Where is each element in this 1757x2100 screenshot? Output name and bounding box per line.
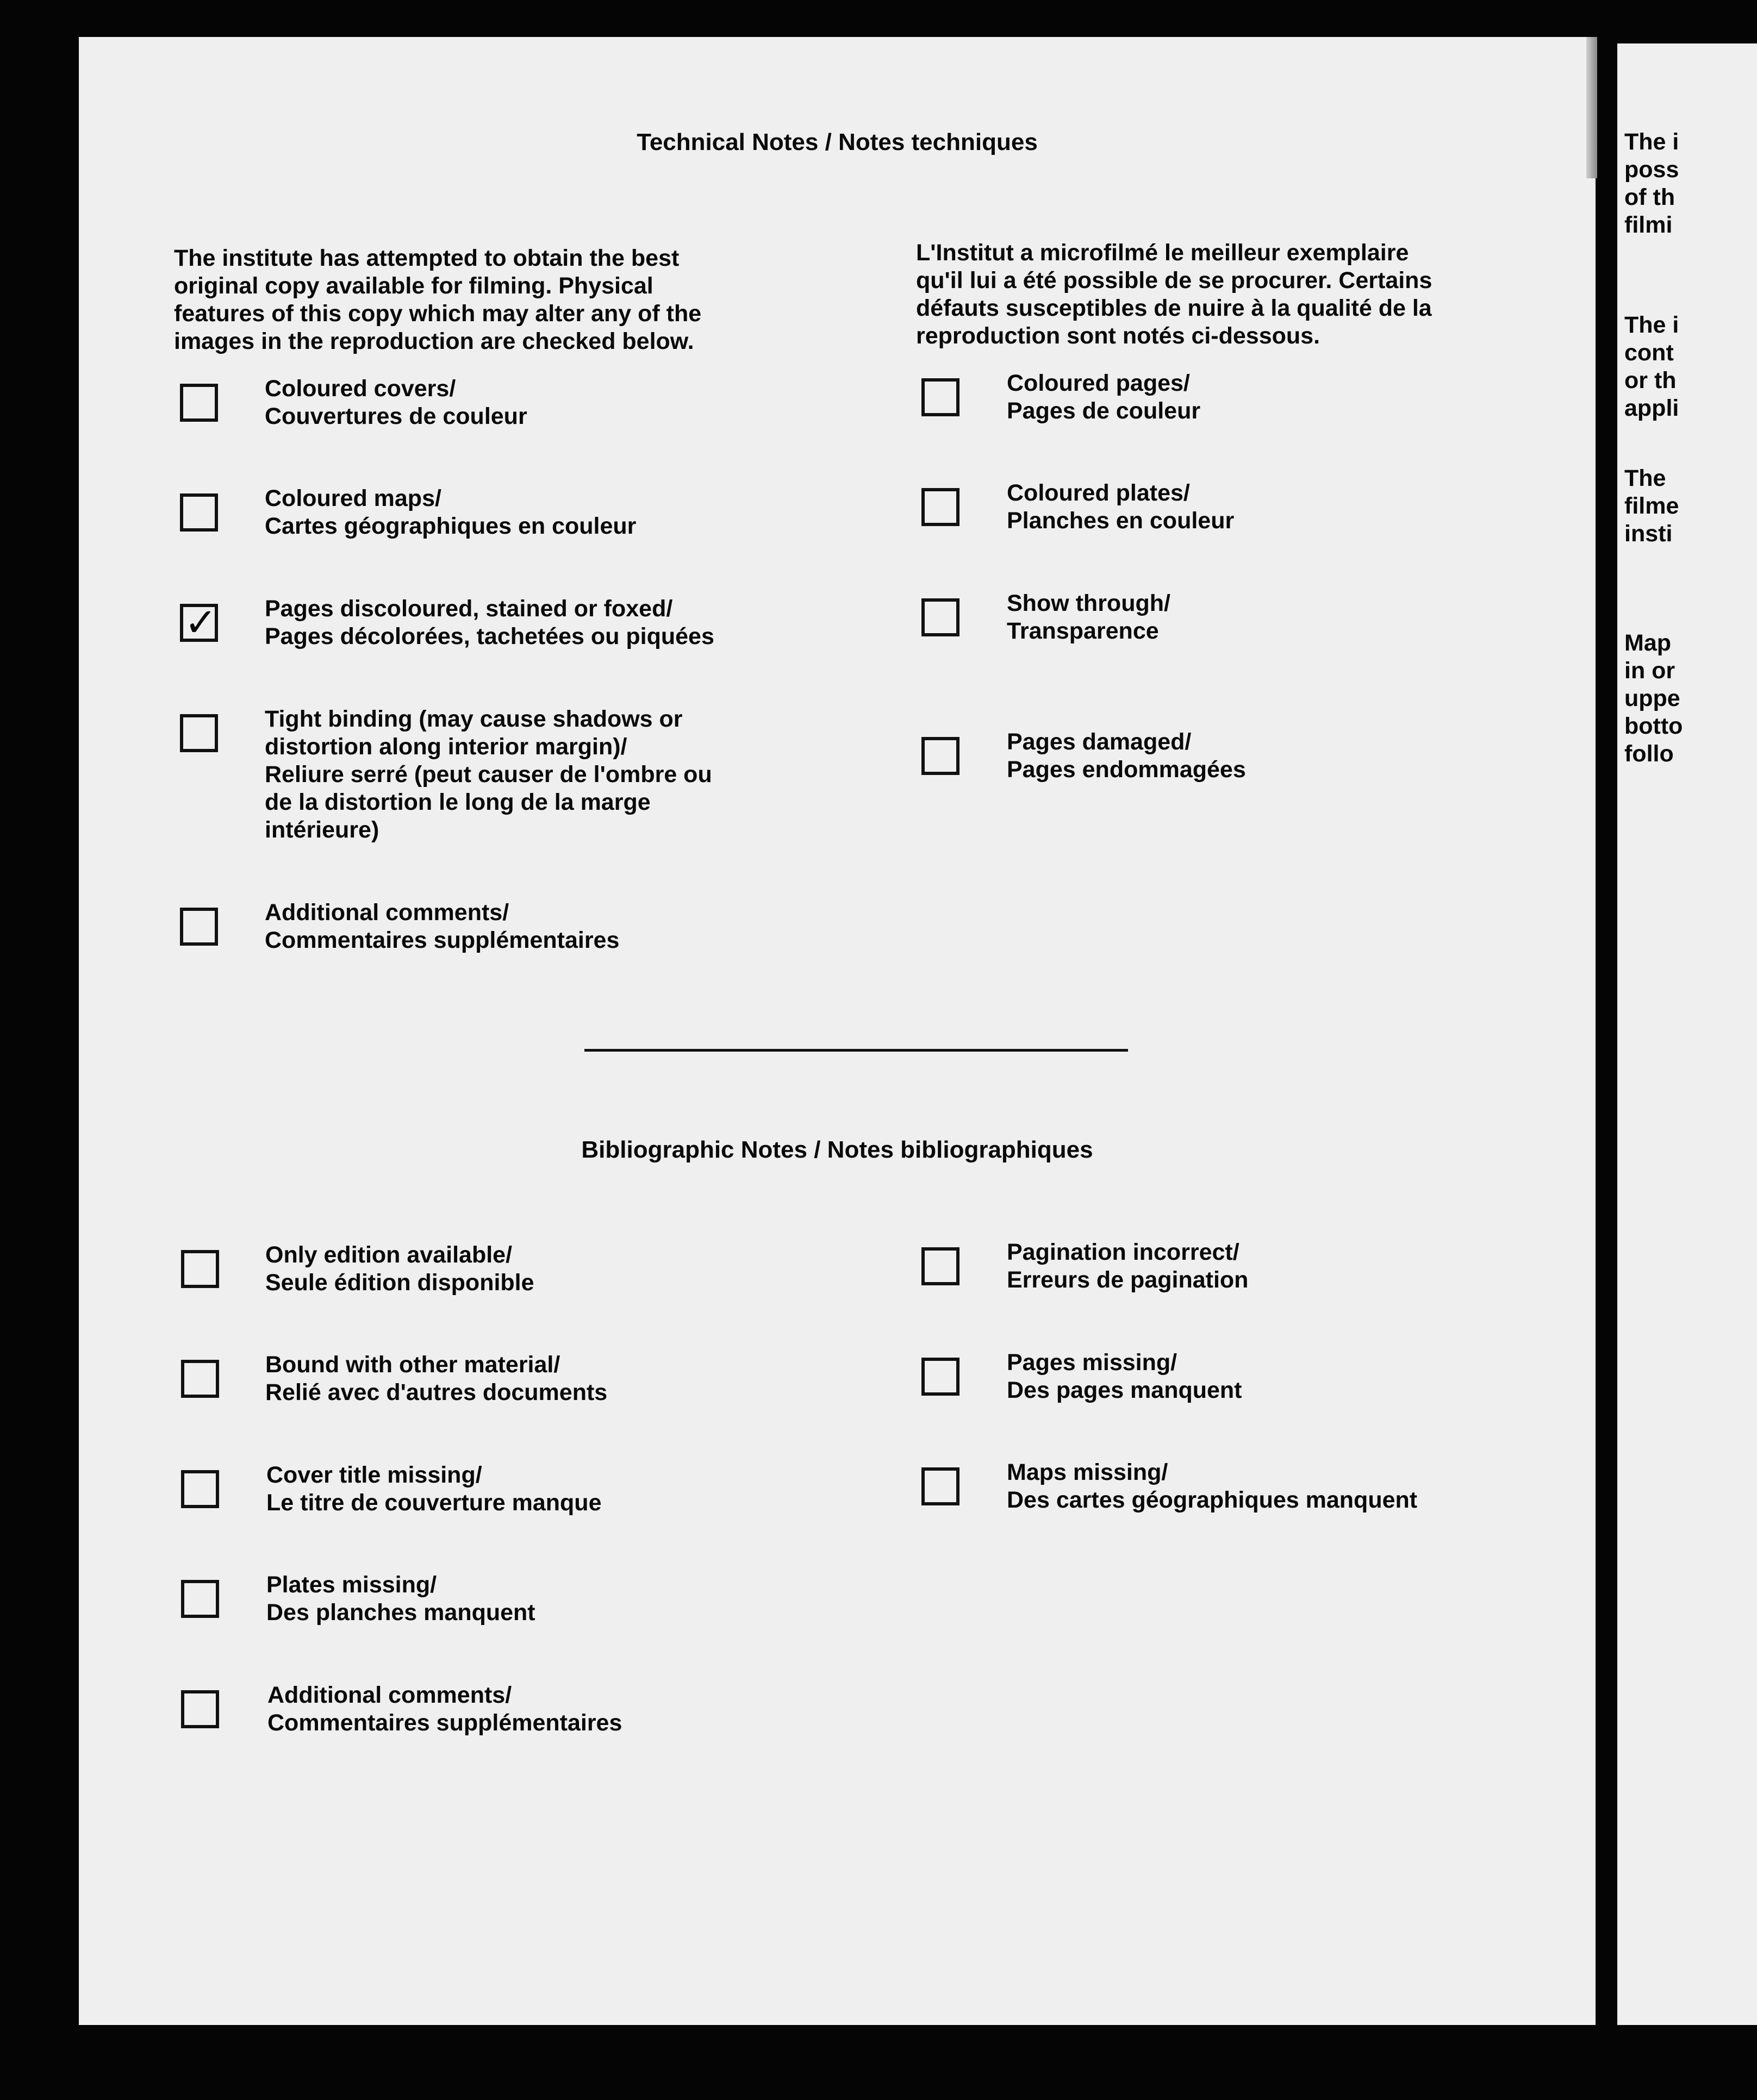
checkbox[interactable] xyxy=(180,908,218,946)
right-page-fragment-4: Map in or uppe botto follo xyxy=(1624,630,1683,767)
item-label: Pagination incorrect/ Erreurs de pagination xyxy=(1007,1239,1249,1293)
checkbox[interactable] xyxy=(181,1690,219,1728)
item-label: Maps missing/ Des cartes géographiques manquent xyxy=(1007,1459,1418,1513)
microfilm-target-sheet xyxy=(79,37,1596,2025)
checkbox[interactable] xyxy=(921,598,960,636)
checkbox[interactable] xyxy=(921,1467,960,1505)
checkbox[interactable] xyxy=(921,737,960,775)
item-label: Coloured maps/ Cartes géographiques en couleur xyxy=(265,485,637,539)
checkbox[interactable] xyxy=(181,1580,219,1618)
right-page-fragment-2: The i cont or th appli xyxy=(1624,312,1679,421)
checkbox[interactable] xyxy=(921,488,960,526)
item-label: Cover title missing/ Le titre de couverture manque xyxy=(266,1462,602,1516)
right-page-fragment-3: The filme insti xyxy=(1624,465,1679,547)
item-label: Pages missing/ Des pages manquent xyxy=(1007,1349,1242,1403)
checkbox[interactable] xyxy=(180,714,218,752)
item-label: Coloured pages/ Pages de couleur xyxy=(1007,370,1201,424)
checkmark-icon: ✓ xyxy=(184,599,217,645)
item-label: Plates missing/ Des planches manquent xyxy=(266,1572,535,1626)
item-label: Only edition available/ Seule édition disponible xyxy=(265,1242,534,1296)
page-fold-shadow xyxy=(1586,37,1597,178)
item-label: Coloured plates/ Planches en couleur xyxy=(1007,480,1235,534)
item-label: Additional comments/ Commentaires supplémentaires xyxy=(267,1682,622,1736)
item-label: Tight binding (may cause shadows or distortion along interior margin)/ Reliure serré (peut causer de l'ombre ou de la distortion le long de la marge intérieure) xyxy=(265,706,712,843)
checkbox[interactable] xyxy=(181,1470,219,1508)
technical-intro-french: L'Institut a microfilmé le meilleur exemplaire qu'il lui a été possible de se procurer. Certains défauts susceptibles de nuire à la qualité de la reproduction sont notés ci-dessous. xyxy=(916,240,1432,349)
right-page-fragment-1: The i poss of th filmi xyxy=(1624,129,1679,238)
checkbox[interactable] xyxy=(180,493,218,532)
technical-notes-heading: Technical Notes / Notes techniques xyxy=(637,129,1038,155)
item-label: Bound with other material/ Relié avec d'autres documents xyxy=(265,1352,608,1405)
checkbox[interactable] xyxy=(921,378,960,416)
bibliographic-notes-heading: Bibliographic Notes / Notes bibliographiques xyxy=(581,1136,1093,1163)
item-label: Coloured covers/ Couvertures de couleur xyxy=(265,376,527,429)
checkbox[interactable] xyxy=(181,1360,219,1398)
item-label: Pages damaged/ Pages endommagées xyxy=(1007,729,1246,783)
checkbox[interactable] xyxy=(180,384,218,422)
item-label: Pages discoloured, stained or foxed/ Pages décolorées, tachetées ou piquées xyxy=(265,596,714,649)
section-divider xyxy=(584,1049,1128,1052)
technical-intro-english: The institute has attempted to obtain the best original copy available for filming. Physical features of this copy which may alter any of the images in the reproduction are checked below. xyxy=(174,245,702,354)
item-label: Additional comments/ Commentaires supplémentaires xyxy=(265,899,620,953)
item-label: Show through/ Transparence xyxy=(1007,590,1170,644)
checkbox[interactable] xyxy=(921,1358,960,1396)
checkbox[interactable] xyxy=(181,1250,219,1288)
checkbox[interactable] xyxy=(921,1247,960,1285)
checkbox-checked[interactable] xyxy=(180,599,218,645)
